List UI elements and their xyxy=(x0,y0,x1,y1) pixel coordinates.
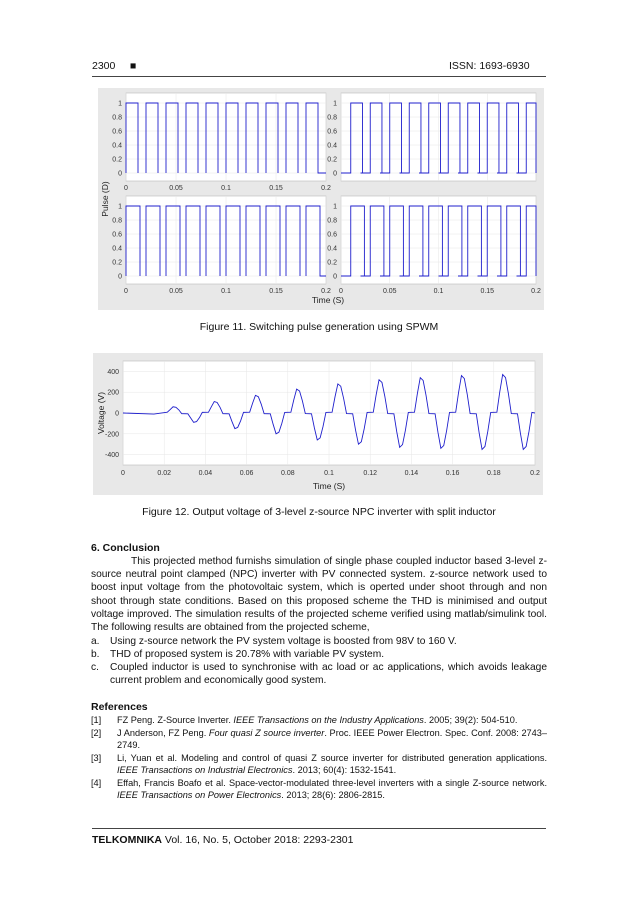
y-tick-label: 0.8 xyxy=(327,114,337,122)
list-item-a: Using z-source network the PV system voltage is boosted from 98V to 160 V. xyxy=(110,636,457,647)
y-tick-label: 0 xyxy=(333,273,337,281)
y-tick-label: 0.4 xyxy=(112,245,122,253)
x-tick-label: 0.14 xyxy=(404,470,419,477)
list-item-c: Coupled inductor is used to synchronise with ac load or ac applications, which avoids leakage current problem and economically good system. xyxy=(110,662,547,687)
list-marker-a: a. xyxy=(91,636,100,647)
x-tick-label: 0.1 xyxy=(324,470,334,477)
references-heading: References xyxy=(91,701,148,713)
x-tick-label: 0.2 xyxy=(321,185,331,192)
y-tick-label: 0.2 xyxy=(327,259,337,267)
x-tick-label: 0 xyxy=(121,470,125,477)
y-tick-label: 0 xyxy=(333,170,337,178)
footer-journal: TELKOMNIKA xyxy=(92,834,162,846)
reference-number: [1] xyxy=(91,715,102,725)
x-tick-label: 0.05 xyxy=(169,288,183,295)
x-tick-label: 0.2 xyxy=(530,470,540,477)
x-tick-label: 0 xyxy=(124,185,128,192)
x-tick-label: 0.08 xyxy=(280,470,295,477)
y-tick-label: 0.6 xyxy=(327,128,337,136)
figure-11-caption: Figure 11. Switching pulse generation using SPWM xyxy=(199,321,439,333)
x-tick-label: 0.15 xyxy=(269,185,283,192)
reference-text: FZ Peng. Z-Source Inverter. xyxy=(117,715,234,725)
header-rule xyxy=(92,76,546,77)
y-tick-label: 1 xyxy=(333,203,337,211)
y-tick-label: 0 xyxy=(118,170,122,178)
reference-number: [2] xyxy=(91,728,102,738)
y-tick-label: 0.6 xyxy=(327,231,337,239)
y-tick-label: 0.4 xyxy=(327,245,337,253)
y-tick-label: 0 xyxy=(115,410,119,418)
y-axis-label: Pulse (D) xyxy=(100,181,110,217)
reference-details: . 2013; 60(4): 1532-1541. xyxy=(292,765,397,776)
reference-journal: IEEE Transactions on Power Electronics xyxy=(117,790,282,801)
reference-1 xyxy=(91,714,547,727)
x-tick-label: 0.05 xyxy=(382,288,397,295)
x-axis-label: Time (S) xyxy=(311,295,345,305)
x-tick-label: 0.2 xyxy=(321,288,331,295)
x-tick-label: 0.05 xyxy=(169,185,183,192)
y-tick-label: 0.8 xyxy=(112,217,122,225)
reference-text: J Anderson, FZ Peng. xyxy=(117,728,209,738)
reference-details: . Proc. IEEE Power Electron. Spec. Conf. 2008: 2743–2749. xyxy=(117,728,547,751)
x-tick-label: 0.1 xyxy=(221,185,231,192)
page-number: 2300 xyxy=(92,60,116,72)
y-tick-label: 0 xyxy=(118,273,122,281)
y-tick-label: 0.8 xyxy=(327,217,337,225)
y-tick-label: 0.2 xyxy=(112,259,122,267)
reference-3 xyxy=(91,752,547,777)
reference-text: Effah, Francis Boafo et al. Space-vector-modulated three-level inverters with a single Z-source network. xyxy=(117,778,547,788)
reference-2 xyxy=(91,727,547,752)
y-tick-label: 0.8 xyxy=(112,114,122,122)
list-marker-b: b. xyxy=(91,649,100,660)
x-tick-label: 0.06 xyxy=(239,470,254,477)
reference-journal: Four quasi Z source inverter xyxy=(208,728,325,738)
x-tick-label: 0.18 xyxy=(486,470,501,477)
reference-number: [3] xyxy=(91,753,102,763)
figure-12 xyxy=(93,353,543,495)
header-bullet: ■ xyxy=(130,60,137,72)
reference-4 xyxy=(91,777,547,802)
reference-text: Li, Yuan et al. Modeling and control of quasi Z source inverter for distributed generation applications. xyxy=(117,753,547,763)
reference-journal: IEEE Transactions on the Industry Applications xyxy=(233,715,424,725)
footer-citation xyxy=(92,834,353,846)
reference-number: [4] xyxy=(91,778,102,788)
figure-12-plot xyxy=(93,353,543,495)
x-tick-label: 0.16 xyxy=(445,470,460,477)
x-tick-label: 0.1 xyxy=(433,288,444,295)
y-axis-label: Voltage (V) xyxy=(96,391,106,435)
y-tick-label: 0.4 xyxy=(112,142,122,150)
footer-rule xyxy=(92,828,546,829)
figure-11-plot xyxy=(98,88,544,310)
x-tick-label: 0.02 xyxy=(157,470,172,477)
list-item-b: THD of proposed system is 20.78% with variable PV system. xyxy=(110,649,385,660)
x-tick-label: 0.1 xyxy=(221,288,231,295)
x-tick-label: 0 xyxy=(124,288,128,295)
y-tick-label: 1 xyxy=(333,100,337,108)
x-axis-label: Time (S) xyxy=(312,481,346,491)
conclusion-paragraph: This projected method furnishs simulation of single phase coupled inductor based 3-level z-source neutral point clamped (NPC) inverter with PV connected system. z-source network used to boost input voltage from the photovoltaic system, which is operted under shoot through and non shoot through state conditions. Based on this proposed scheme the THD is minimised and output voltage improved. The simulation results of the projected scheme verified using matlab/simulink tool. The following results are obtained from the projected scheme, xyxy=(91,556,547,634)
x-tick-label: 0.2 xyxy=(531,288,541,295)
x-tick-label: 0.12 xyxy=(363,470,378,477)
y-tick-label: -200 xyxy=(104,431,119,439)
x-tick-label: 0.15 xyxy=(269,288,283,295)
y-tick-label: 0.2 xyxy=(327,156,337,164)
x-tick-label: 0.15 xyxy=(480,288,495,295)
x-tick-label: 0.04 xyxy=(198,470,213,477)
y-tick-label: 0.6 xyxy=(112,128,122,136)
y-tick-label: 400 xyxy=(107,368,119,376)
figure-11 xyxy=(98,88,544,310)
reference-details: . 2013; 28(6): 2806-2815. xyxy=(281,790,385,801)
footer-volume: Vol. 16, No. 5, October 2018: 2293-2301 xyxy=(162,834,354,846)
conclusion-heading: 6. Conclusion xyxy=(91,542,160,554)
y-tick-label: 1 xyxy=(118,203,122,211)
x-tick-label: 0 xyxy=(339,288,343,295)
y-tick-label: 200 xyxy=(107,389,119,397)
y-tick-label: 1 xyxy=(118,100,122,108)
reference-details: . 2005; 39(2): 504-510. xyxy=(423,715,518,725)
figure-12-caption: Figure 12. Output voltage of 3-level z-source NPC inverter with split inductor xyxy=(142,506,496,518)
y-tick-label: 0.2 xyxy=(112,156,122,164)
y-tick-label: -400 xyxy=(104,452,119,460)
y-tick-label: 0.6 xyxy=(112,231,122,239)
list-marker-c: c. xyxy=(91,662,99,673)
y-tick-label: 0.4 xyxy=(327,142,337,150)
header-issn: ISSN: 1693-6930 xyxy=(449,60,530,72)
reference-journal: IEEE Transactions on Industrial Electronics xyxy=(117,765,293,776)
